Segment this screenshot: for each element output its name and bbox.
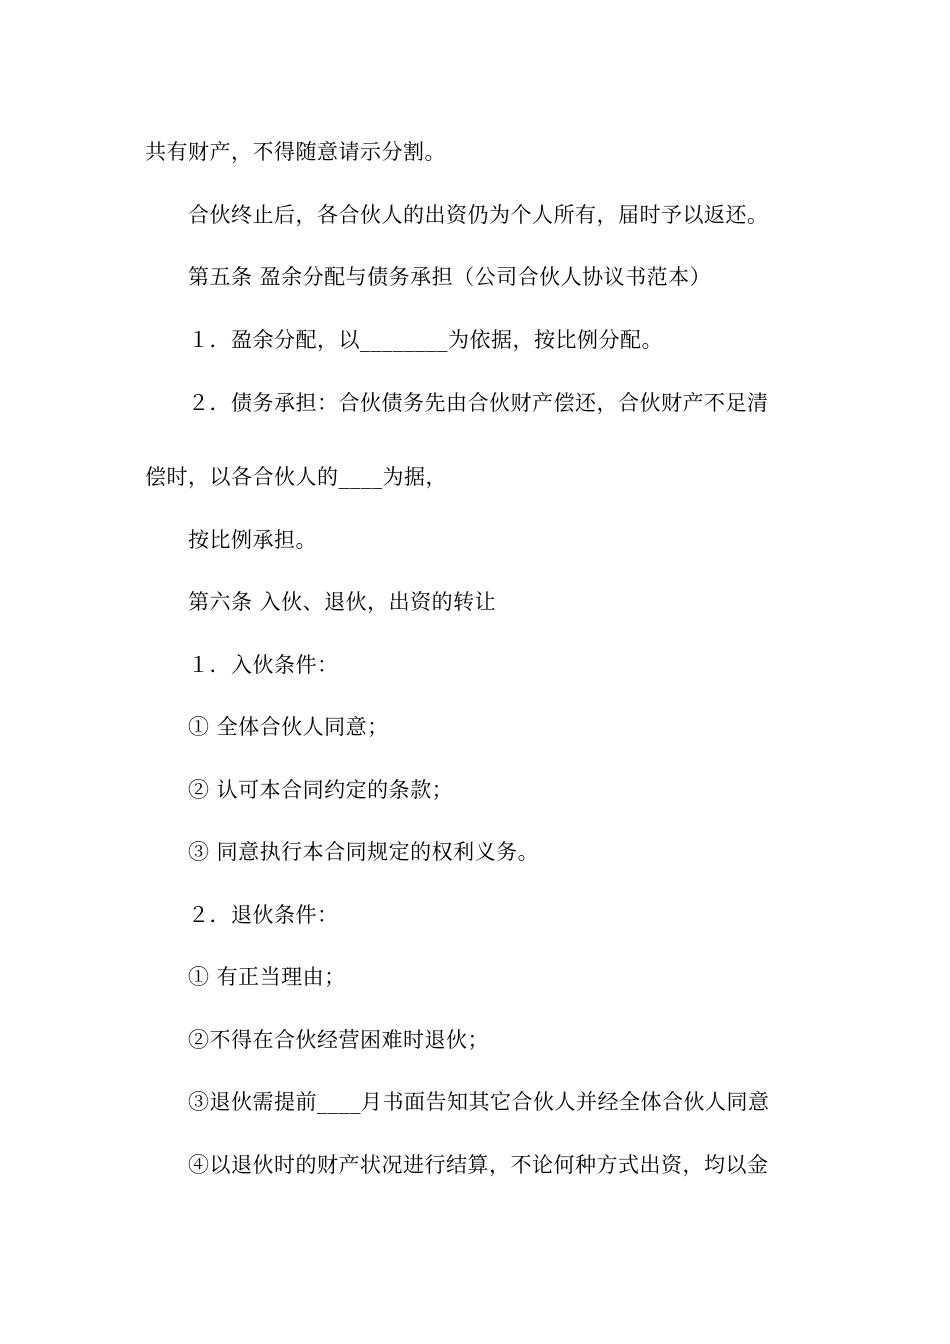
article-5-heading: 第五条 盈余分配与债务承担（公司合伙人协议书范本） xyxy=(188,265,712,289)
text-line-proportional-bearing: 按比例承担。 xyxy=(188,528,317,552)
list-item-admission-1: ① 全体合伙人同意； xyxy=(188,715,389,739)
article-6-heading: 第六条 入伙、退伙，出资的转让 xyxy=(188,590,497,614)
text-line-profit-distribution: １．盈余分配，以________为依据，按比例分配。 xyxy=(188,328,663,352)
list-item-withdrawal-4: ④以退伙时的财产状况进行结算，不论何种方式出资，均以金 xyxy=(188,1153,769,1177)
text-line-admission-conditions: １．入伙条件： xyxy=(188,653,339,677)
text-line-shared-property: 共有财产，不得随意请示分割。 xyxy=(145,140,446,164)
text-line-debt-bearing-cont: 偿时，以各合伙人的____为据， xyxy=(145,465,447,489)
list-item-admission-3: ③ 同意执行本合同规定的权利义务。 xyxy=(188,840,540,864)
list-item-withdrawal-1: ① 有正当理由； xyxy=(188,965,346,989)
list-item-withdrawal-2: ②不得在合伙经营困难时退伙； xyxy=(188,1028,489,1052)
list-item-withdrawal-3: ③退伙需提前____月书面告知其它合伙人并经全体合伙人同意 xyxy=(188,1090,770,1114)
text-line-withdrawal-conditions: ２．退伙条件： xyxy=(188,903,339,927)
text-line-contribution-return: 合伙终止后，各合伙人的出资仍为个人所有，届时予以返还。 xyxy=(188,203,769,227)
list-item-admission-2: ② 认可本合同约定的条款； xyxy=(188,778,454,802)
text-line-debt-bearing: ２．债务承担：合伙债务先由合伙财产偿还，合伙财产不足清 xyxy=(188,391,769,415)
